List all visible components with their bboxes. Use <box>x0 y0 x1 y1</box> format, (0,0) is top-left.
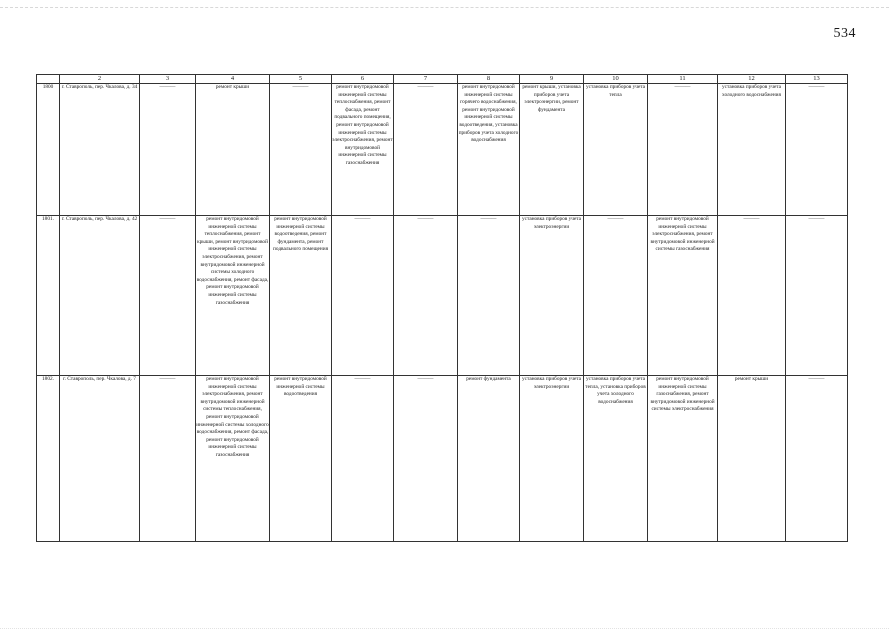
table-cell: установка приборов учета электроэнергии <box>520 376 584 542</box>
table-cell: ——— <box>648 84 718 216</box>
table-cell: установка приборов учета холодного водоснабжения <box>718 84 786 216</box>
header-cell: 7 <box>394 75 458 84</box>
table-cell: ——— <box>786 84 848 216</box>
table-cell: установка приборов учета электроэнергии <box>520 216 584 376</box>
table-cell: ——— <box>786 376 848 542</box>
table-cell: ремонт внутридомовой инженерной системы электроснабжения, ремонт внутридомовой инженерной системы теплоснабжения, ремонт внутридомовой инженерной системы холодного водоснабжения, ремонт фасада, ремонт внутридомовой инженерной системы газоснабжения <box>196 376 270 542</box>
table-cell: ремонт внутридомовой инженерной системы электроснабжения, ремонт внутридомовой инженерной системы газоснабжения <box>648 216 718 376</box>
table-cell: ремонт крыши <box>196 84 270 216</box>
table-cell: ——— <box>718 216 786 376</box>
header-cell: 10 <box>584 75 648 84</box>
table-cell: ремонт внутридомовой инженерной системы водоотведения, ремонт фундамента, ремонт подвального помещения <box>270 216 332 376</box>
table-cell: ——— <box>140 376 196 542</box>
table-cell: ремонт внутридомовой инженерной системы газоснабжения, ремонт внутридомовой инженерной системы электроснабжения <box>648 376 718 542</box>
table-cell: ——— <box>332 376 394 542</box>
table-row <box>37 84 848 216</box>
table-cell: ремонт внутридомовой инженерной системы горячего водоснабжения, ремонт внутридомовой инженерной системы водоотведения, установка приборов учета холодного водоснабжения <box>458 84 520 216</box>
table-cell: ——— <box>140 84 196 216</box>
page-number: 534 <box>833 26 856 41</box>
repair-schedule-table <box>36 74 848 542</box>
table-cell: ——— <box>786 216 848 376</box>
table-cell: ——— <box>394 376 458 542</box>
table-row <box>37 376 848 542</box>
header-cell: 11 <box>648 75 718 84</box>
header-cell: 12 <box>718 75 786 84</box>
row-number: 1801. <box>37 216 60 376</box>
table-cell: установка приборов учета тепла <box>584 84 648 216</box>
header-cell <box>37 75 60 84</box>
header-cell: 3 <box>140 75 196 84</box>
table-cell: установка приборов учета тепла, установка приборов учета холодного водоснабжения <box>584 376 648 542</box>
table-cell: ремонт фундамента <box>458 376 520 542</box>
table-cell: ——— <box>394 84 458 216</box>
header-cell: 2 <box>60 75 140 84</box>
header-cell: 4 <box>196 75 270 84</box>
table-cell: ремонт внутридомовой инженерной системы теплоснабжения, ремонт фасада, ремонт подвального помещения, ремонт внутридомовой инженерной системы электроснабжения, ремонт внутридомовой инженерной системы газоснабжения <box>332 84 394 216</box>
scan-bottom-edge <box>0 628 889 629</box>
table-cell: ——— <box>332 216 394 376</box>
row-number: 1800 <box>37 84 60 216</box>
header-row <box>37 75 848 84</box>
row-number: 1802. <box>37 376 60 542</box>
header-cell: 8 <box>458 75 520 84</box>
table-row <box>37 216 848 376</box>
table-cell: ремонт крыши, установка приборов учета электроэнергии, ремонт фундамента <box>520 84 584 216</box>
table-cell: ——— <box>394 216 458 376</box>
table-cell: ——— <box>458 216 520 376</box>
table-cell: ремонт внутридомовой инженерной системы водоотведения <box>270 376 332 542</box>
table-cell: ремонт крыши <box>718 376 786 542</box>
table-cell: ——— <box>140 216 196 376</box>
header-cell: 5 <box>270 75 332 84</box>
address-cell: г. Ставрополь, пер. Чкалова, д. 7 <box>60 376 140 542</box>
header-cell: 6 <box>332 75 394 84</box>
header-cell: 9 <box>520 75 584 84</box>
table-cell: ——— <box>270 84 332 216</box>
table-cell: ремонт внутридомовой инженерной системы теплоснабжения, ремонт крыши, ремонт внутридомовой инженерной системы электроснабжения, ремонт внутридомовой инженерной системы холодного водоснабжения, ремонт фасада, ремонт внутридомовой инженерной системы газоснабжения <box>196 216 270 376</box>
header-cell: 13 <box>786 75 848 84</box>
address-cell: г. Ставрополь, пер. Чкалова, д. 34 <box>60 84 140 216</box>
address-cell: г. Ставрополь, пер. Чкалова, д. 42 <box>60 216 140 376</box>
scan-top-edge <box>0 7 889 8</box>
table-cell: ——— <box>584 216 648 376</box>
